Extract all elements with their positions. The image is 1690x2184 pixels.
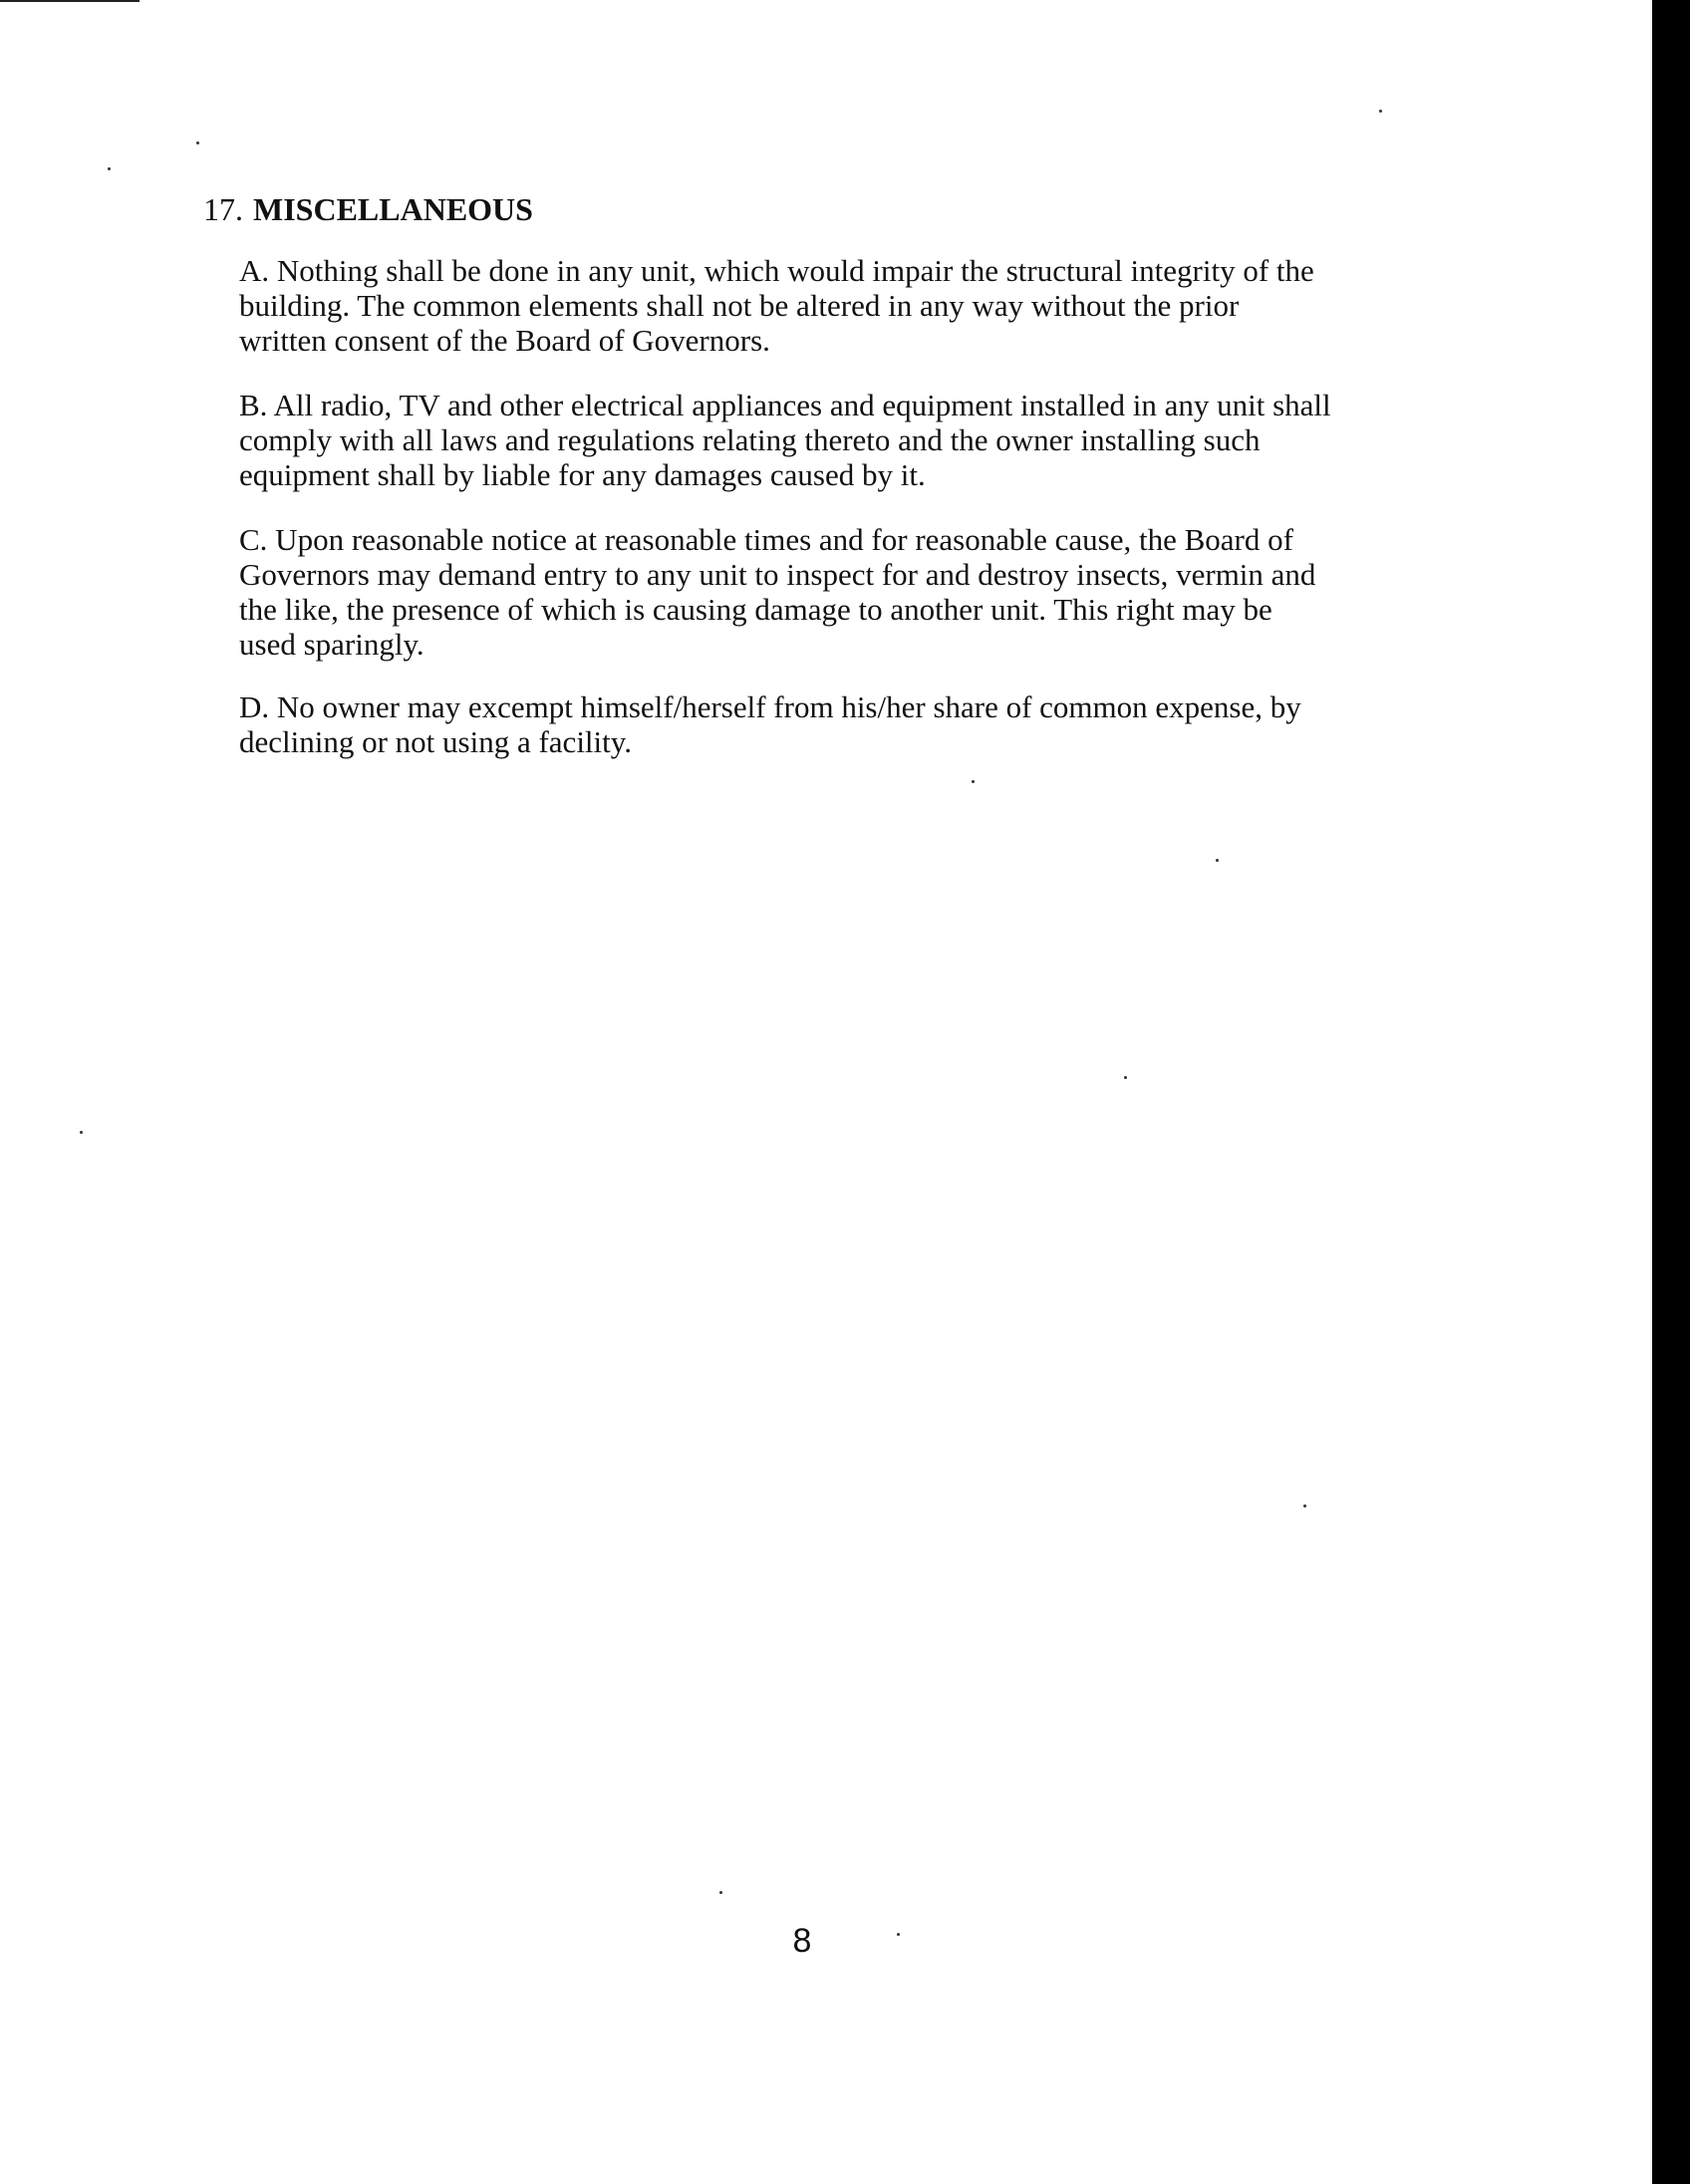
scan-speck <box>897 1933 900 1936</box>
scan-speck <box>1379 110 1382 113</box>
scan-speck <box>80 1131 83 1134</box>
scan-speck <box>1216 859 1219 862</box>
paragraph-a: A. Nothing shall be done in any unit, which would impair the structural integrity of the building. The common elements shall not be altered in any way without the prior written consent of the Board of Governors. <box>239 253 1314 358</box>
paragraph-d: D. No owner may excempt himself/herself from his/her share of common expense, by declining or not using a facility. <box>239 689 1301 759</box>
scan-speck <box>719 1891 722 1894</box>
section-number: 17. <box>203 191 243 227</box>
section-heading <box>203 189 533 229</box>
scan-speck <box>196 141 199 144</box>
scan-speck <box>108 167 111 170</box>
paragraph-c: C. Upon reasonable notice at reasonable times and for reasonable cause, the Board of Governors may demand entry to any unit to inspect for and destroy insects, vermin and the like, the presence of which is causing damage to another unit. This right may be used sparingly. <box>239 522 1316 662</box>
scan-speck <box>972 780 975 783</box>
section-title: MISCELLANEOUS <box>253 191 533 227</box>
scan-dark-edge <box>1652 0 1690 2184</box>
scan-speck <box>1124 1076 1127 1079</box>
paragraph-b: B. All radio, TV and other electrical appliances and equipment installed in any unit shall comply with all laws and regulations relating thereto and the owner installing such equipment shall by liable for any damages caused by it. <box>239 388 1331 492</box>
scan-speck <box>1303 1504 1306 1507</box>
page-number: 8 <box>792 1922 812 1960</box>
scan-top-rule <box>0 0 140 2</box>
